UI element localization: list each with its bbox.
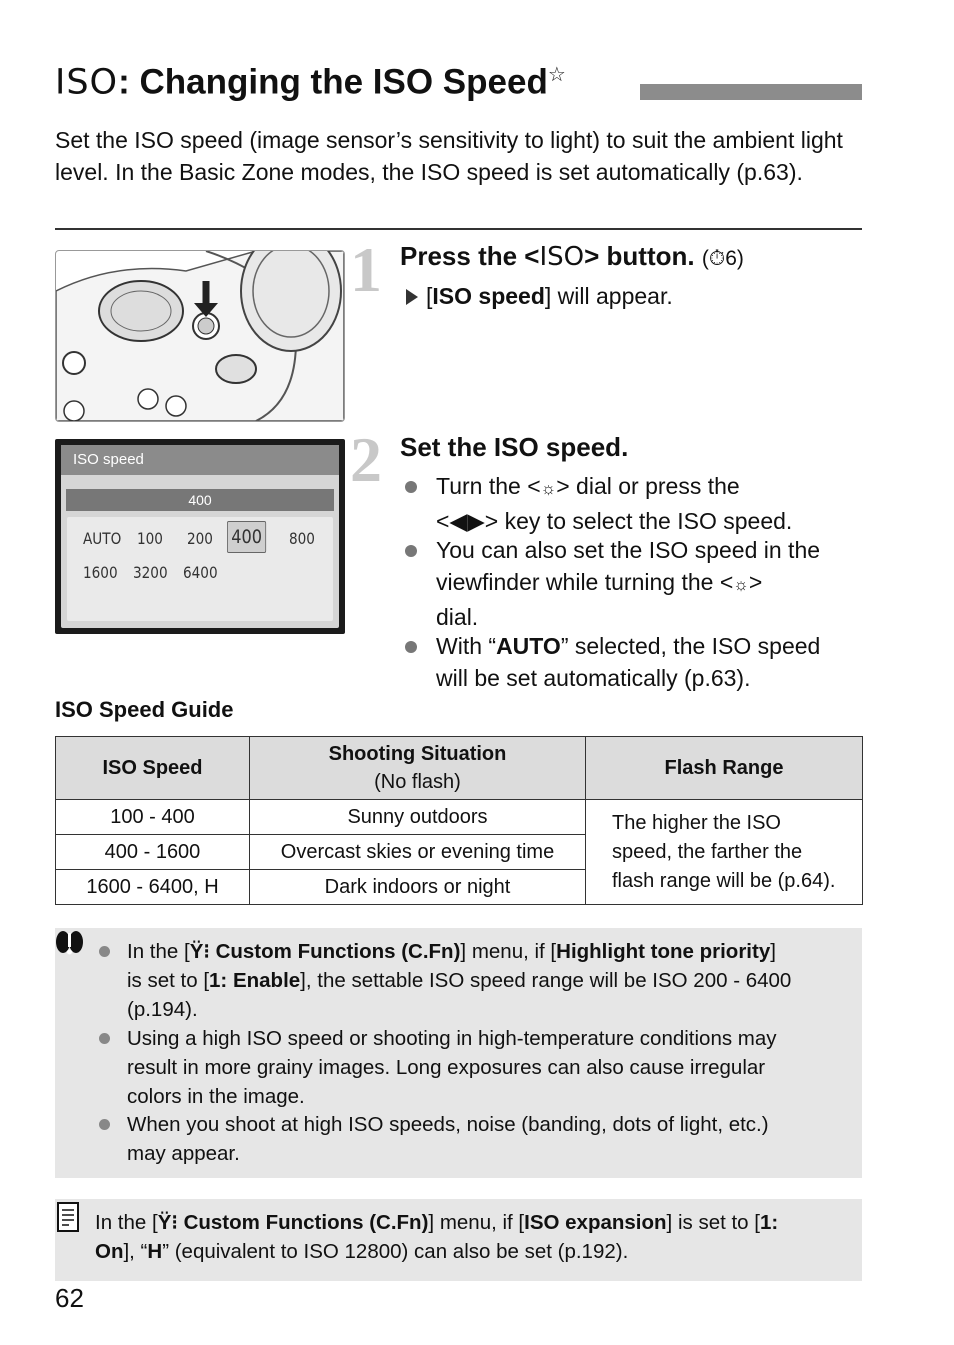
note-text bbox=[95, 1208, 778, 1266]
iso-speed-guide-table bbox=[55, 736, 863, 905]
step-1-result-bold: ISO speed bbox=[432, 283, 545, 309]
b2-line2-pre: viewfinder while turning the < bbox=[436, 569, 734, 595]
b1-line2: <◀▶> key to select the ISO speed. bbox=[436, 508, 793, 534]
caution-item-2 bbox=[127, 1024, 777, 1111]
header-flash-range: Flash Range bbox=[586, 737, 863, 800]
step-1-result-pre: [ bbox=[426, 283, 433, 309]
iso-button-icon: ISO bbox=[539, 242, 585, 272]
c1-d: ] bbox=[770, 940, 776, 963]
lcd-option-selected: 400 bbox=[227, 521, 266, 553]
c2-line3: colors in the image. bbox=[127, 1085, 305, 1108]
lcd-header: ISO speed bbox=[61, 445, 339, 475]
n-line2-d: ” (equivalent to ISO 12800) can also be set (p.192). bbox=[162, 1240, 629, 1263]
n-e: 1: bbox=[759, 1211, 779, 1234]
lcd-current-value: 400 bbox=[66, 489, 334, 511]
lcd-screen-illustration bbox=[55, 439, 345, 634]
cell-iso: 400 - 1600 bbox=[56, 835, 250, 870]
n-b: ] menu, if [ bbox=[428, 1211, 525, 1234]
header-situation-text: Shooting Situation bbox=[328, 743, 507, 765]
step-2-bullet-2 bbox=[436, 534, 820, 633]
section-divider bbox=[55, 228, 862, 230]
custom-functions-icon: Ÿ⁝ bbox=[157, 1211, 184, 1234]
c1-line3: (p.194). bbox=[127, 998, 198, 1021]
b2-line3: dial. bbox=[436, 604, 479, 630]
page-title bbox=[55, 62, 566, 103]
star-icon: ☆ bbox=[547, 64, 566, 86]
lcd-option: 3200 bbox=[133, 563, 168, 582]
b1-mid: > dial or press the bbox=[556, 473, 740, 499]
main-dial-icon: ☼ bbox=[540, 479, 557, 498]
cell-situation: Sunny outdoors bbox=[250, 800, 586, 835]
n-c: ISO expansion bbox=[524, 1211, 667, 1234]
note-box bbox=[55, 1199, 862, 1281]
flash-line: The higher the ISO bbox=[612, 811, 781, 834]
title-decoration-bar bbox=[640, 84, 862, 100]
header-shooting-situation bbox=[250, 737, 586, 800]
cell-situation: Dark indoors or night bbox=[250, 870, 586, 905]
cell-flash-range bbox=[586, 800, 863, 905]
caution-icon bbox=[55, 930, 85, 958]
lcd-option: 1600 bbox=[83, 563, 118, 582]
c3-line1: When you shoot at high ISO speeds, noise (banding, dots of light, etc.) bbox=[127, 1113, 769, 1136]
b2-line2-post: > bbox=[748, 569, 763, 595]
bullet-icon bbox=[405, 641, 417, 653]
b3-line2: will be set automatically (p.63). bbox=[436, 665, 751, 691]
c1-line2-a: is set to [ bbox=[127, 969, 210, 992]
title-text: : Changing the ISO Speed bbox=[118, 62, 548, 102]
iso-icon: ISO bbox=[55, 62, 119, 103]
step-1-result bbox=[406, 280, 673, 312]
flash-line: flash range will be (p.64). bbox=[612, 869, 836, 892]
lcd-option: 200 bbox=[187, 529, 213, 548]
bullet-icon bbox=[99, 946, 110, 957]
caution-item-3 bbox=[127, 1110, 769, 1168]
header-iso-speed: ISO Speed bbox=[56, 737, 250, 800]
c1-b: ] menu, if [ bbox=[460, 940, 557, 963]
b1-pre: Turn the < bbox=[436, 473, 541, 499]
step-2-number: 2 bbox=[350, 424, 382, 495]
b3-post: ” selected, the ISO speed bbox=[560, 633, 821, 659]
step-1-result-post: ] will appear. bbox=[544, 283, 673, 309]
bullet-icon bbox=[405, 545, 417, 557]
main-dial-icon: ☼ bbox=[733, 575, 749, 594]
n-line2-c: H bbox=[147, 1240, 163, 1263]
table-row bbox=[56, 800, 863, 835]
flash-line: speed, the farther the bbox=[612, 840, 803, 863]
step-1-number: 1 bbox=[350, 234, 382, 305]
c1-menu: Custom Functions (C.Fn) bbox=[215, 940, 461, 963]
step-1-title bbox=[400, 241, 744, 272]
c2-line2: result in more grainy images. Long exposures can also cause irregular bbox=[127, 1056, 766, 1079]
cell-situation: Overcast skies or evening time bbox=[250, 835, 586, 870]
caution-item-1 bbox=[127, 937, 791, 1024]
triangle-icon bbox=[406, 289, 418, 305]
cell-iso: 100 - 400 bbox=[56, 800, 250, 835]
c3-line2: may appear. bbox=[127, 1142, 240, 1165]
caution-box bbox=[55, 928, 862, 1178]
camera-illustration bbox=[55, 250, 345, 422]
step-2-bullet-3 bbox=[436, 630, 820, 694]
iso-speed-guide-title: ISO Speed Guide bbox=[55, 697, 234, 722]
n-a: In the [ bbox=[95, 1211, 158, 1234]
page-number: 62 bbox=[55, 1283, 84, 1313]
n-line2-b: ], “ bbox=[123, 1240, 148, 1263]
bullet-icon bbox=[99, 1033, 110, 1044]
n-menu: Custom Functions (C.Fn) bbox=[183, 1211, 429, 1234]
b3-bold: AUTO bbox=[496, 633, 561, 659]
lcd-option: 6400 bbox=[183, 563, 218, 582]
cell-iso: 1600 - 6400, H bbox=[56, 870, 250, 905]
c1-a: In the [ bbox=[127, 940, 190, 963]
step-1-title-pre: Press the < bbox=[400, 241, 540, 271]
custom-functions-icon: Ÿ⁝ bbox=[189, 940, 216, 963]
header-situation-sub: (No flash) bbox=[374, 771, 461, 793]
lcd-option: 800 bbox=[289, 529, 315, 548]
b3-pre: With “ bbox=[436, 633, 497, 659]
n-line2-a: On bbox=[95, 1240, 124, 1263]
c2-line1: Using a high ISO speed or shooting in high-temperature conditions may bbox=[127, 1027, 777, 1050]
bullet-icon bbox=[99, 1119, 110, 1130]
lcd-option: 100 bbox=[137, 529, 163, 548]
timer-icon: (⏱6) bbox=[701, 247, 744, 270]
b2-line1: You can also set the ISO speed in the bbox=[436, 537, 821, 563]
lcd-option: AUTO bbox=[83, 529, 122, 548]
n-d: ] is set to [ bbox=[666, 1211, 760, 1234]
c1-line2-b: 1: Enable bbox=[209, 969, 301, 992]
step-2-title: Set the ISO speed. bbox=[400, 432, 629, 462]
c1-line2-c: ], the settable ISO speed range will be ISO 200 - 6400 bbox=[300, 969, 792, 992]
bullet-icon bbox=[405, 481, 417, 493]
intro-paragraph: Set the ISO speed (image sensor’s sensitivity to light) to suit the ambient light level. In the Basic Zone modes, the ISO speed is set automatically (p.63). bbox=[55, 127, 843, 185]
step-1-title-post: > button. bbox=[584, 241, 695, 271]
lcd-options-panel bbox=[67, 517, 333, 621]
c1-c: Highlight tone priority bbox=[556, 940, 771, 963]
step-2-bullet-1 bbox=[436, 470, 792, 537]
note-icon bbox=[57, 1202, 79, 1232]
